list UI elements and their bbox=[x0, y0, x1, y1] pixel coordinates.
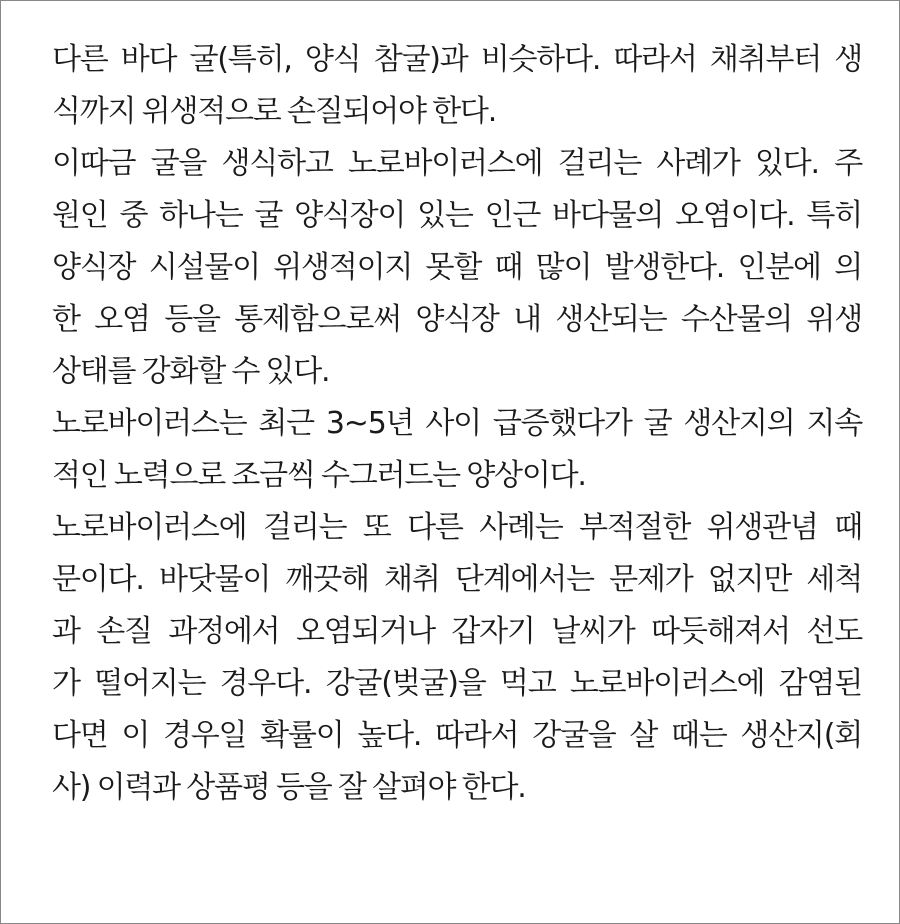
text-line-13: 가 떨어지는 경우다. 강굴(벚굴)을 먹고 노로바이러스에 감염된 bbox=[52, 666, 862, 701]
text-line-7: 상태를 강화할 수 있다. bbox=[52, 354, 330, 389]
text-line-11: 문이다. 바닷물이 깨끗해 채취 단계에서는 문제가 없지만 세척 bbox=[52, 562, 862, 597]
text-line-3: 이따금 굴을 생식하고 노로바이러스에 걸리는 사례가 있다. 주 bbox=[52, 146, 862, 181]
text-line-8: 노로바이러스는 최근 3~5년 사이 급증했다가 굴 생산지의 지속 bbox=[52, 406, 862, 441]
text-line-6: 한 오염 등을 통제함으로써 양식장 내 생산되는 수산물의 위생 bbox=[52, 302, 862, 337]
text-line-9: 적인 노력으로 조금씩 수그러드는 양상이다. bbox=[52, 458, 586, 493]
article-body bbox=[52, 34, 862, 814]
text-line-2: 식까지 위생적으로 손질되어야 한다. bbox=[52, 94, 497, 129]
text-line-15: 사) 이력과 상품평 등을 잘 살펴야 한다. bbox=[52, 770, 526, 805]
text-line-1: 다른 바다 굴(특히, 양식 참굴)과 비슷하다. 따라서 채취부터 생 bbox=[52, 42, 862, 77]
text-line-4: 원인 중 하나는 굴 양식장이 있는 인근 바다물의 오염이다. 특히 bbox=[52, 198, 862, 233]
text-line-12: 과 손질 과정에서 오염되거나 갑자기 날씨가 따듯해져서 선도 bbox=[52, 614, 862, 649]
text-line-10: 노로바이러스에 걸리는 또 다른 사례는 부적절한 위생관념 때 bbox=[52, 510, 862, 545]
text-line-5: 양식장 시설물이 위생적이지 못할 때 많이 발생한다. 인분에 의 bbox=[52, 250, 862, 285]
text-line-14: 다면 이 경우일 확률이 높다. 따라서 강굴을 살 때는 생산지(회 bbox=[52, 718, 862, 753]
